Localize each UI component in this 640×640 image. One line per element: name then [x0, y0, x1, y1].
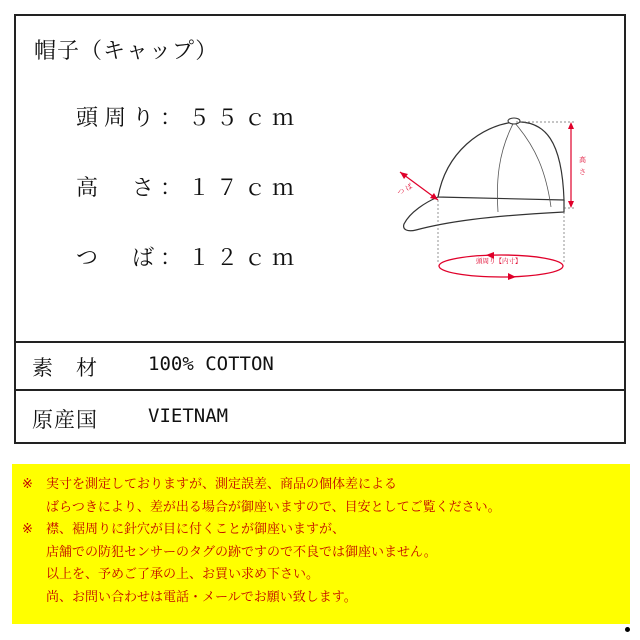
cap-brim — [404, 197, 564, 231]
origin-value: VIETNAM — [148, 405, 229, 427]
note-line: 店舗での防犯センサーのタグの跡ですので不良では御座いません。 — [46, 544, 437, 560]
item-title: 帽子（キャップ） — [34, 39, 219, 64]
corner-dot — [625, 627, 630, 632]
spec-table — [14, 14, 626, 444]
cap-crown — [438, 122, 564, 200]
height-label: 高 — [579, 156, 586, 164]
cap-seam — [514, 122, 551, 207]
note-line: 尚、お問い合わせは電話・メールでお願い致します。 — [46, 589, 357, 605]
cap-button — [508, 118, 520, 124]
note-mark: ※ — [22, 522, 33, 537]
origin-label: 原産国 — [32, 408, 98, 432]
size-section — [16, 16, 624, 343]
material-row — [16, 341, 624, 391]
material-label: 素 材 — [32, 356, 98, 380]
brim-label: つ ば — [396, 182, 415, 198]
note-line: ばらつきにより、差が出る場合が御座いますので、目安としてご覧ください。 — [46, 499, 501, 515]
measurement-head: 頭周り：５５ｃｍ — [76, 106, 301, 131]
note-line: 以上を、予めご了承の上、お買い求め下さい。 — [46, 567, 320, 582]
svg-text:さ: さ — [579, 168, 586, 176]
cap-diagram — [386, 112, 596, 287]
note-mark: ※ — [22, 477, 33, 492]
material-value: 100% COTTON — [148, 353, 274, 375]
measurement-brim: つ ば：１２ｃｍ — [76, 246, 301, 271]
origin-row — [16, 393, 624, 443]
circumference-label: 頭周り【内寸】 — [476, 257, 522, 265]
measurement-height: 高 さ：１７ｃｍ — [76, 176, 301, 201]
note-line: ※ 実寸を測定しておりますが、測定誤差、商品の個体差による — [22, 474, 620, 497]
note-line: ※ 襟、裾周りに針穴が目に付くことが御座いますが、 — [22, 519, 620, 542]
notes-box — [12, 464, 630, 624]
